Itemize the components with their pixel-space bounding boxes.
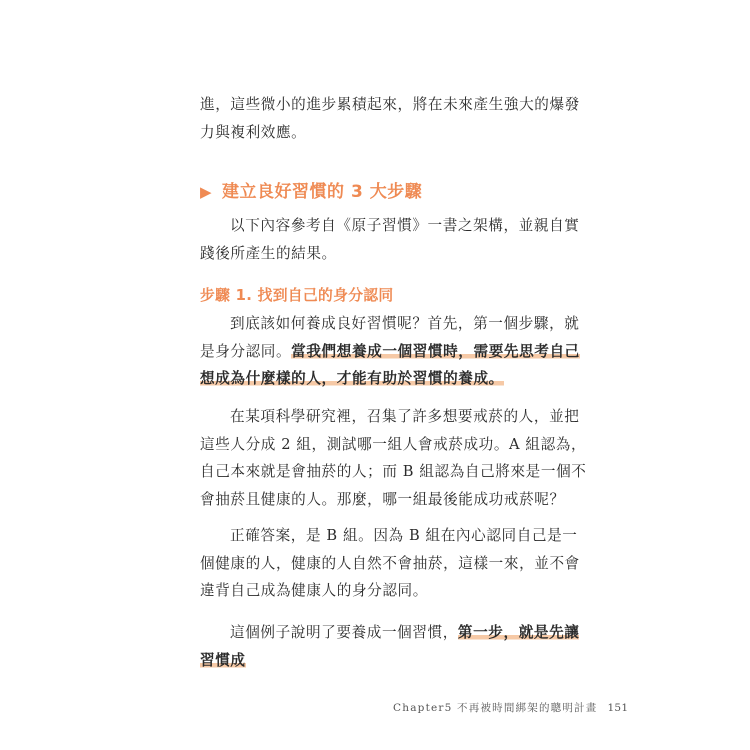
triangle-marker-icon: ▶ xyxy=(200,183,213,201)
page-number: 151 xyxy=(607,702,629,714)
highlighted-text-example: 第一步，就是先讓習慣成 xyxy=(200,624,580,669)
paragraph-reference: 以下內容參考自《原子習慣》一書之架構，並親自實踐後所產生的結果。 xyxy=(200,217,580,262)
paragraph-step-1 xyxy=(200,310,592,393)
step-1-text: 到底該如何養成良好習慣呢？首先，第一個步驟，就是身分認同。 xyxy=(200,315,580,360)
paragraph-example xyxy=(200,619,592,674)
paragraph-answer: 正確答案，是 B 組。因為 B 組在內心認同自己是一個健康的人，健康的人自然不會抽菸，這樣一來，並不會違背自己成為健康人的身分認同。 xyxy=(200,527,580,599)
example-text: 這個例子說明了要養成一個習慣， xyxy=(230,624,458,641)
paragraph-intro-continuation: 進，這些微小的進步累積起來，將在未來產生強大的爆發力與複利效應。 xyxy=(200,96,580,141)
highlighted-text: 當我們想養成一個習慣時，需要先思考自己想成為什麼樣的人，才能有助於習慣的養成。 xyxy=(200,342,580,387)
section-heading xyxy=(200,177,422,202)
section-title: 建立良好習慣的 3 大步驟 xyxy=(222,182,423,202)
paragraph-study: 在某項科學研究裡，召集了許多想要戒菸的人，並把這些人分成 2 組，測試哪一組人會戒菸成功。A 組認為，自己本來就是會抽菸的人；而 B 組認為自己將來是一個不會抽菸且健康的人。那麼，哪一組最後能成功戒菸呢？ xyxy=(200,408,587,508)
footer-chapter-title: Chapter5 不再被時間綁架的聰明計畫 xyxy=(393,702,598,714)
step-1-heading: 步驟 1. 找到自己的身分認同 xyxy=(200,287,394,304)
page-footer xyxy=(393,700,629,715)
